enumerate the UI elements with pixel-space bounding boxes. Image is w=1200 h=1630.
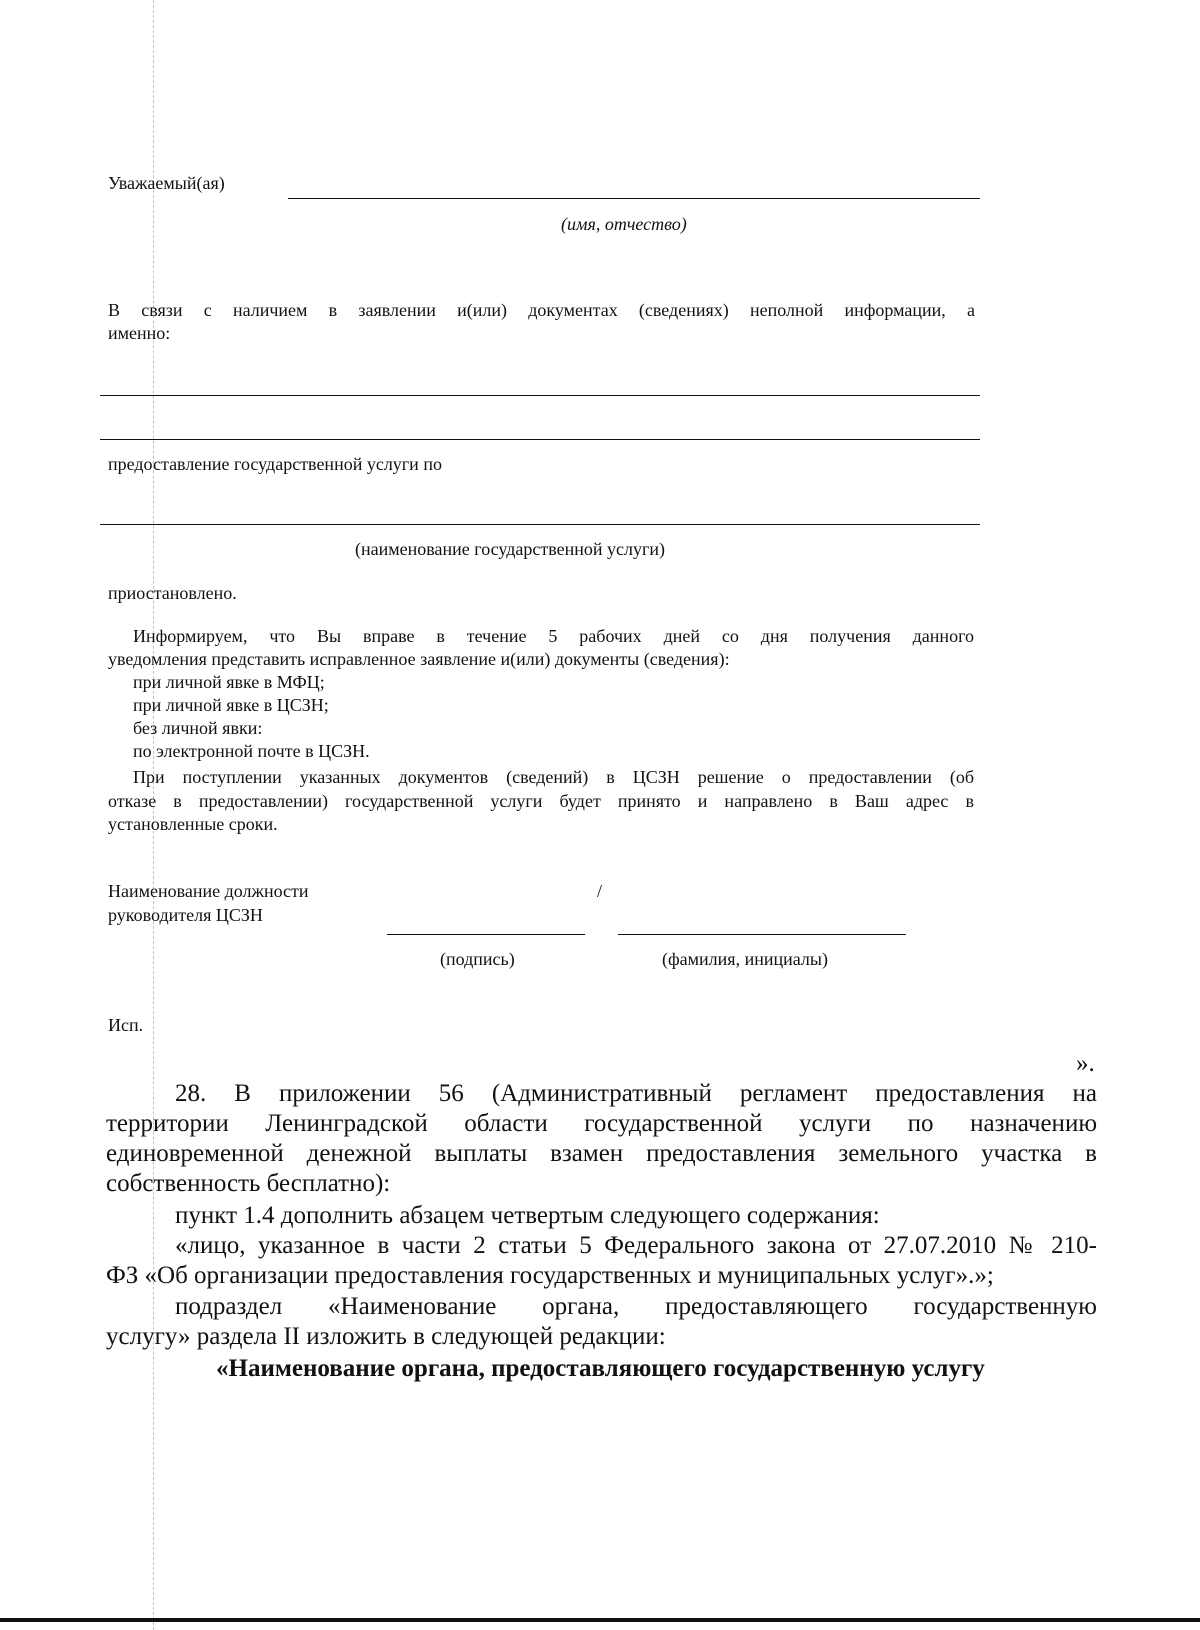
paragraph-missing-info-line2: именно: xyxy=(108,323,171,343)
signature-blank-line xyxy=(387,934,585,935)
item28-line1: 28. В приложении 56 (Административный регламент предоставления на xyxy=(175,1080,1097,1107)
option-no-visit: без личной явки: xyxy=(133,718,263,738)
option-email: по электронной почте в ЦСЗН. xyxy=(133,741,370,761)
signature-slash: / xyxy=(597,881,603,901)
missing-info-blank-line-2 xyxy=(100,439,980,440)
item-quote-line2: ФЗ «Об организации предоставления государственных и муниципальных услуг».»; xyxy=(106,1262,994,1289)
decision-line2: отказе в предоставлении) государственной услуги будет принято и направлено в Ваш адрес в xyxy=(108,791,974,811)
closing-quote: ». xyxy=(1076,1050,1095,1077)
scan-bottom-edge xyxy=(0,1618,1200,1622)
item28-line4: собственность бесплатно): xyxy=(106,1170,391,1197)
item-subsection-line2: услугу» раздела II изложить в следующей редакции: xyxy=(106,1323,666,1350)
item28-line3: единовременной денежной выплаты взамен предоставления земельного участка в xyxy=(106,1140,1097,1167)
fullname-caption: (фамилия, инициалы) xyxy=(662,949,828,969)
missing-info-blank-line-1 xyxy=(100,395,980,396)
decision-line3: установленные сроки. xyxy=(108,814,278,834)
signature-caption: (подпись) xyxy=(440,949,515,969)
name-caption: (имя, отчество) xyxy=(561,214,687,234)
name-blank-line xyxy=(288,198,980,199)
item-subsection-line1: подраздел «Наименование органа, предоставляющего государственную xyxy=(175,1293,1097,1320)
suspended-text: приостановлено. xyxy=(108,583,237,603)
position-line2: руководителя ЦСЗН xyxy=(108,905,263,925)
salutation: Уважаемый(ая) xyxy=(108,173,225,193)
executor-label: Исп. xyxy=(108,1015,144,1035)
option-cszn: при личной явке в ЦСЗН; xyxy=(133,695,329,715)
item-quote-line1: «лицо, указанное в части 2 статьи 5 Федерального закона от 27.07.2010 № 210- xyxy=(175,1232,1097,1259)
service-prefix: предоставление государственной услуги по xyxy=(108,454,442,474)
position-line1: Наименование должности xyxy=(108,881,309,901)
section-heading: «Наименование органа, предоставляющего государственную услугу xyxy=(216,1355,985,1382)
service-blank-line xyxy=(100,524,980,525)
option-mfc: при личной явке в МФЦ; xyxy=(133,672,325,692)
item28-line2: территории Ленинградской области государственной услуги по назначению xyxy=(106,1110,1097,1137)
item-point-1-4: пункт 1.4 дополнить абзацем четвертым следующего содержания: xyxy=(175,1202,880,1229)
inform-line1: Информируем, что Вы вправе в течение 5 рабочих дней со дня получения данного xyxy=(133,626,974,646)
decision-line1: При поступлении указанных документов (сведений) в ЦСЗН решение о предоставлении (об xyxy=(133,767,974,787)
service-caption: (наименование государственной услуги) xyxy=(355,539,666,559)
paragraph-missing-info-line1: В связи с наличием в заявлении и(или) документах (сведениях) неполной информации, а xyxy=(108,300,975,320)
inform-line2: уведомления представить исправленное заявление и(или) документы (сведения): xyxy=(108,649,730,669)
fullname-blank-line xyxy=(618,934,906,935)
